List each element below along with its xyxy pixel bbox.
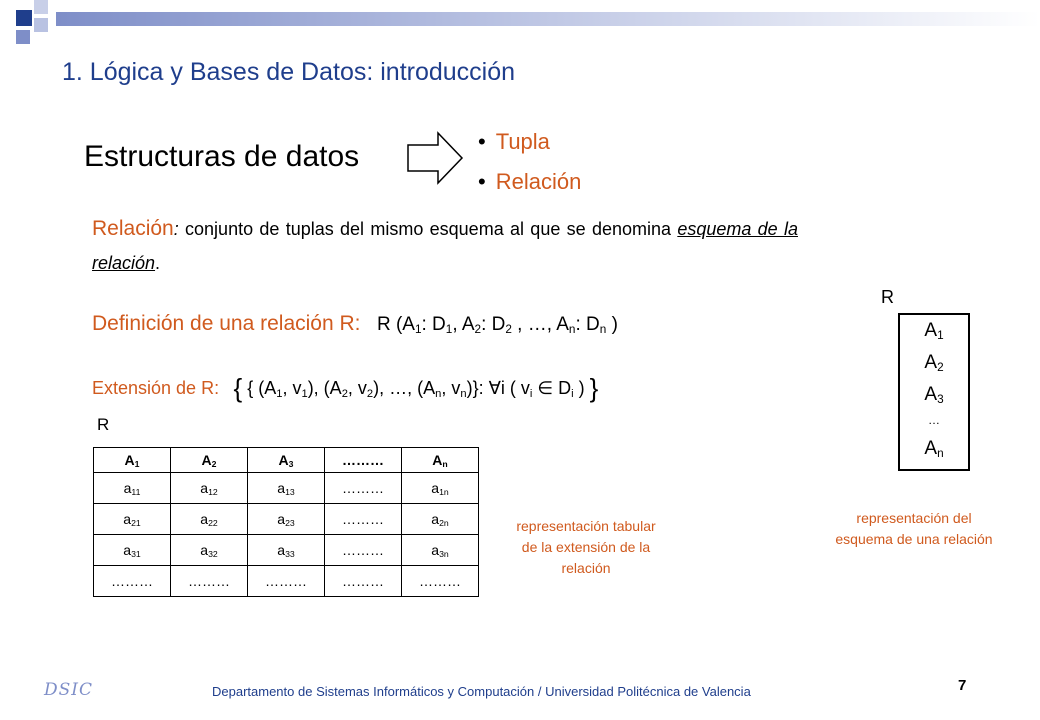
schema-attribute: $A_1$ xyxy=(924,320,944,342)
header-cell: $A_1$ xyxy=(94,448,171,473)
table-row xyxy=(94,535,479,566)
table-cell: $a_{32}$ xyxy=(171,535,248,566)
relacion-definition: Relación: conjunto de tuplas del mismo esquema al que se denomina esquema de la relación. xyxy=(92,217,798,273)
table-cell: ……… xyxy=(94,566,171,597)
decor-square-light xyxy=(34,0,48,14)
definicion-label: Definición de una relación R: xyxy=(92,312,361,335)
table-cell: $a_{12}$ xyxy=(171,473,248,504)
table-cell: $a_{13}$ xyxy=(248,473,325,504)
table-cell: ……… xyxy=(325,535,402,566)
estructuras-heading: Estructuras de datos xyxy=(84,140,360,173)
table-cell: $a_{1n}$ xyxy=(402,473,479,504)
definicion-line xyxy=(92,312,618,336)
table-row xyxy=(94,473,479,504)
extension-line xyxy=(92,373,598,404)
decor-square-mid xyxy=(16,30,30,44)
table-cell: $a_{2n}$ xyxy=(402,504,479,535)
schema-box xyxy=(898,313,970,471)
page-number: 7 xyxy=(958,677,967,694)
table-cell: $a_{21}$ xyxy=(94,504,171,535)
bullet-item: • Tupla xyxy=(478,129,550,154)
slide-title: 1. Lógica y Bases de Datos: introducción xyxy=(62,58,516,86)
table-row xyxy=(94,504,479,535)
relacion-lead: Relación xyxy=(92,217,174,240)
extension-formula: { { ($A_1$, $v_1$), ($A_2$, $v_2$), …, ($A_n$, $v_n$)}: ∀i ( $v_i$ ∈ $D_i$ ) } xyxy=(233,373,599,403)
header-cell: $A_3$ xyxy=(248,448,325,473)
definicion-formula: R ($A_1$: $D_1$, $A_2$: $D_2$ , …, $A_n$: $D_n$ ) xyxy=(376,314,618,336)
table-cell: ……… xyxy=(325,504,402,535)
table-cell: ……… xyxy=(248,566,325,597)
table-cell: ……… xyxy=(402,566,479,597)
table-cell: $a_{31}$ xyxy=(94,535,171,566)
header-cell: $A_2$ xyxy=(171,448,248,473)
bullet-dot-icon: • xyxy=(478,169,486,194)
table-cell: $a_{23}$ xyxy=(248,504,325,535)
table-caption: representación tabular de la extensión de la relación xyxy=(516,518,656,576)
bullet-item: • Relación xyxy=(478,169,582,194)
decor-square-light xyxy=(34,18,48,32)
table-cell: $a_{3n}$ xyxy=(402,535,479,566)
header-cell: $A_n$ xyxy=(402,448,479,473)
relation-table xyxy=(93,447,479,597)
footer-text: Departamento de Sistemas Informáticos y Computación / Universidad Politécnica de Valencia xyxy=(212,684,751,699)
header-bar xyxy=(56,12,1040,26)
dsic-logo: DSIC xyxy=(44,680,93,700)
table-cell: $a_{22}$ xyxy=(171,504,248,535)
table-header-row xyxy=(94,448,479,473)
table-cell: ……… xyxy=(325,566,402,597)
decor-square-dark xyxy=(16,10,32,26)
bullet-list xyxy=(478,122,581,202)
schema-attribute: $A_n$ xyxy=(924,438,944,460)
schema-attribute: … xyxy=(928,413,940,427)
table-name: R xyxy=(97,415,110,434)
table-cell: $a_{11}$ xyxy=(94,473,171,504)
right-arrow-icon xyxy=(406,130,464,186)
esquema-term: esquema de la relación xyxy=(92,219,798,273)
bullet-dot-icon: • xyxy=(478,129,486,154)
header-cell: ……… xyxy=(325,448,402,473)
schema-name: R xyxy=(881,287,894,307)
schema-attribute: $A_3$ xyxy=(924,384,944,406)
schema-attribute: $A_2$ xyxy=(924,352,944,374)
table-cell: ……… xyxy=(171,566,248,597)
schema-caption: representación del esquema de una relación xyxy=(835,510,993,547)
table-cell: ……… xyxy=(325,473,402,504)
table-row xyxy=(94,566,479,597)
table-cell: $a_{33}$ xyxy=(248,535,325,566)
extension-label: Extensión de R: xyxy=(92,378,220,398)
